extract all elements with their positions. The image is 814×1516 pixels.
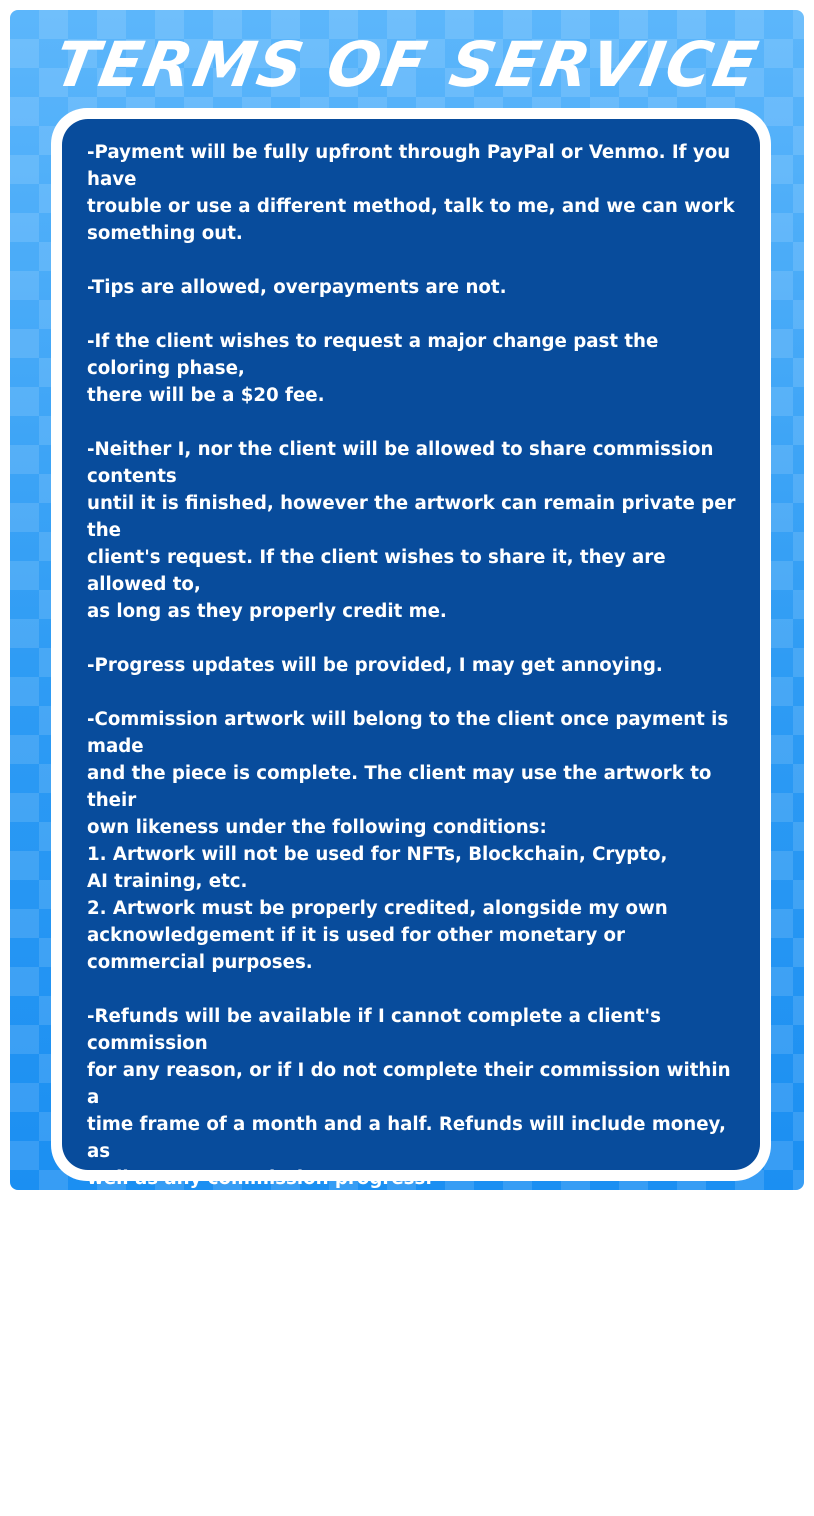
terms-panel [62,119,760,1486]
term-item-payment [87,139,747,247]
term-text: -Progress updates will be provided, I may get annoying. [87,655,663,676]
term-item-ownership [87,706,747,976]
term-text: -Commission artwork will belong to the client once payment is made and the piece is complete. The client may use the artwork to their own likeness under the following conditions: 1. Artwork will not be used for NFTs, Blockchain, Crypto, AI training, etc. 2. Artwork must be properly credited, alongside my own acknowledgement if it is used for other monetary or commercial purposes. [87,709,729,973]
term-item-change-fee [87,328,747,409]
term-text: -I am allowed to withhold refunds from clients under suspect of scamming, scheming, inappropriate behavior, etc. or in the case of bad faith or dissatisfaction. [87,1384,742,1486]
term-item-withhold-refunds [87,1381,747,1489]
term-item-refunds [87,1003,747,1192]
term-text: -Refunds will also be available when the commission is in progress. Money will be returned, however returning any commssion progress may depend in this case. [87,1222,694,1351]
term-text: -Neither I, nor the client will be allowed to share commission contents until it is finished, however the artwork can remain private per the client's request. If the client wishes to share it, they are allowed to, as long as they properly credit me. [87,439,736,622]
term-item-tips [87,274,747,301]
terms-card [10,10,804,1486]
page-title: TERMS OF SERVICE [49,28,765,101]
term-text: -If the client wishes to request a major change past the coloring phase, there will be a $20 fee. [87,331,659,406]
term-text: -Tips are allowed, overpayments are not. [87,277,507,298]
term-text: -Refunds will be available if I cannot complete a client's commission for any reason, or if I do not complete their commission within a time frame of a month and a half. Refunds will include money, as well as any commission progress. [87,1006,731,1189]
term-item-refunds-in-progress [87,1219,747,1354]
term-item-sharing [87,436,747,625]
terms-panel-border [51,108,771,1486]
terms-list [87,139,747,1516]
term-item-progress-updates [87,652,747,679]
term-text: -Payment will be fully upfront through PayPal or Venmo. If you have trouble or use a different method, talk to me, and we can work something out. [87,142,735,244]
